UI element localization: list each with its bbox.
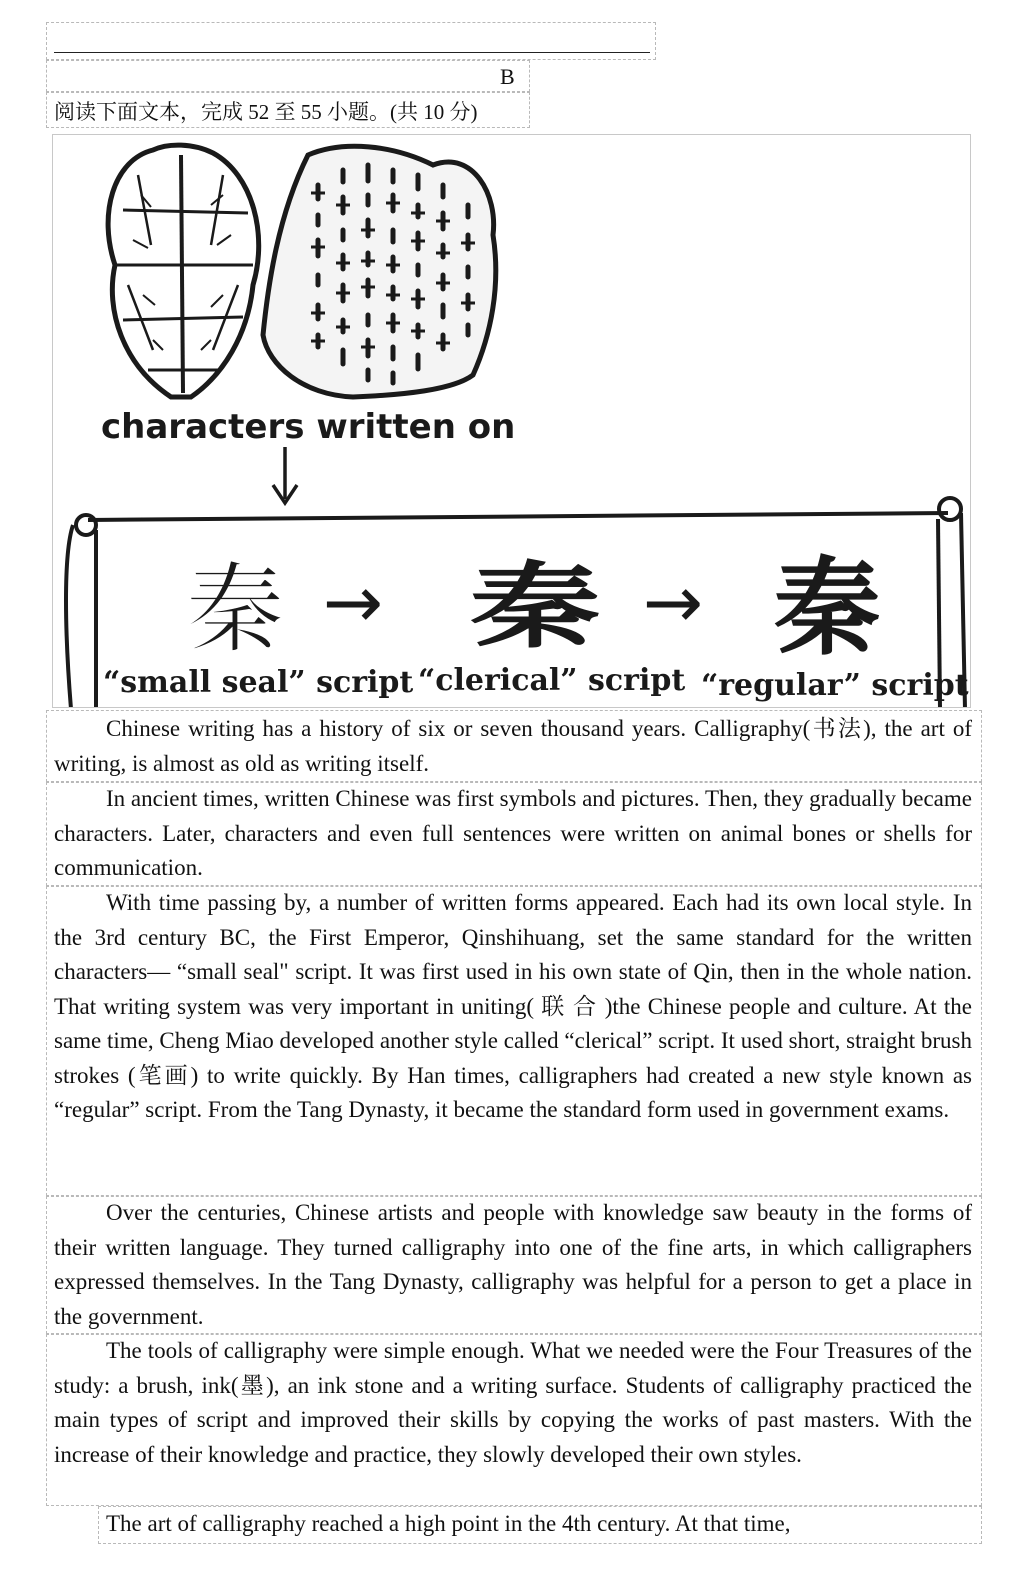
paragraph-2: In ancient times, written Chinese was first symbols and pictures. Then, they gradually became characters. Later, characters and even full sentences were written on animal bones or shells for communication.: [54, 786, 972, 880]
paragraph-3: With time passing by, a number of written forms appeared. Each had its own local style. In the 3rd century BC, the First Emperor, Qinshihuang, set the same standard for the written characters— “small seal" script. It was first used in his own state of Qin, then in the whole nation. That writing system was very important in uniting( 联 合 )the Chinese people and culture. At the same time, Cheng Miao developed another style called “clerical” script. It used short, straight brush strokes (笔画) to write quickly. By Han times, calligraphers had created a new style known as “regular” script. From the Tang Dynasty, it became the standard form used in government exams.: [54, 890, 972, 1122]
reading-instruction: 阅读下面文本，完成 52 至 55 小题。(共 10 分): [54, 100, 478, 124]
answer-blank-line: [54, 52, 650, 53]
calligraphy-evolution-figure: [52, 134, 971, 708]
clerical-glyph: 秦: [470, 551, 600, 662]
paragraph-5: The tools of calligraphy were simple enough. What we needed were the Four Treasures of the study: a brush, ink(墨), an ink stone and a writing surface. Students of calligraphy practiced the main types of script and improved their skills by copying the works of past masters. With the increase of their knowledge and practice, they slowly developed their own styles.: [54, 1338, 972, 1467]
paragraph-6: The art of calligraphy reached a high point in the 4th century. At that time,: [106, 1511, 791, 1536]
paragraph-1: Chinese writing has a history of six or seven thousand years. Calligraphy(书法), the art of writing, is almost as old as writing itself.: [54, 716, 972, 776]
region-blank-line: [46, 22, 656, 60]
arrow-icon-2: →: [642, 560, 704, 644]
regular-glyph: 秦: [774, 545, 880, 670]
small-seal-glyph: 秦: [185, 553, 285, 667]
down-arrow-icon: [273, 447, 297, 503]
figure-caption-top: characters written on: [101, 407, 516, 447]
oracle-bone-illustration: [263, 146, 496, 397]
turtle-shell-illustration: [108, 145, 259, 397]
arrow-icon-1: →: [322, 560, 384, 644]
regular-label: “regular” script: [701, 668, 969, 703]
small-seal-label: “small seal” script: [103, 665, 414, 700]
section-letter: B: [500, 64, 515, 89]
clerical-label: “clerical” script: [418, 663, 686, 698]
figure-drawing: [53, 135, 971, 708]
paragraph-4: Over the centuries, Chinese artists and people with knowledge saw beauty in the forms of their written language. They turned calligraphy into one of the fine arts, in which calligraphers expressed themselves. In the Tang Dynasty, calligraphy was helpful for a person to get a place in the government.: [54, 1200, 972, 1329]
region-section-letter: [46, 60, 530, 92]
